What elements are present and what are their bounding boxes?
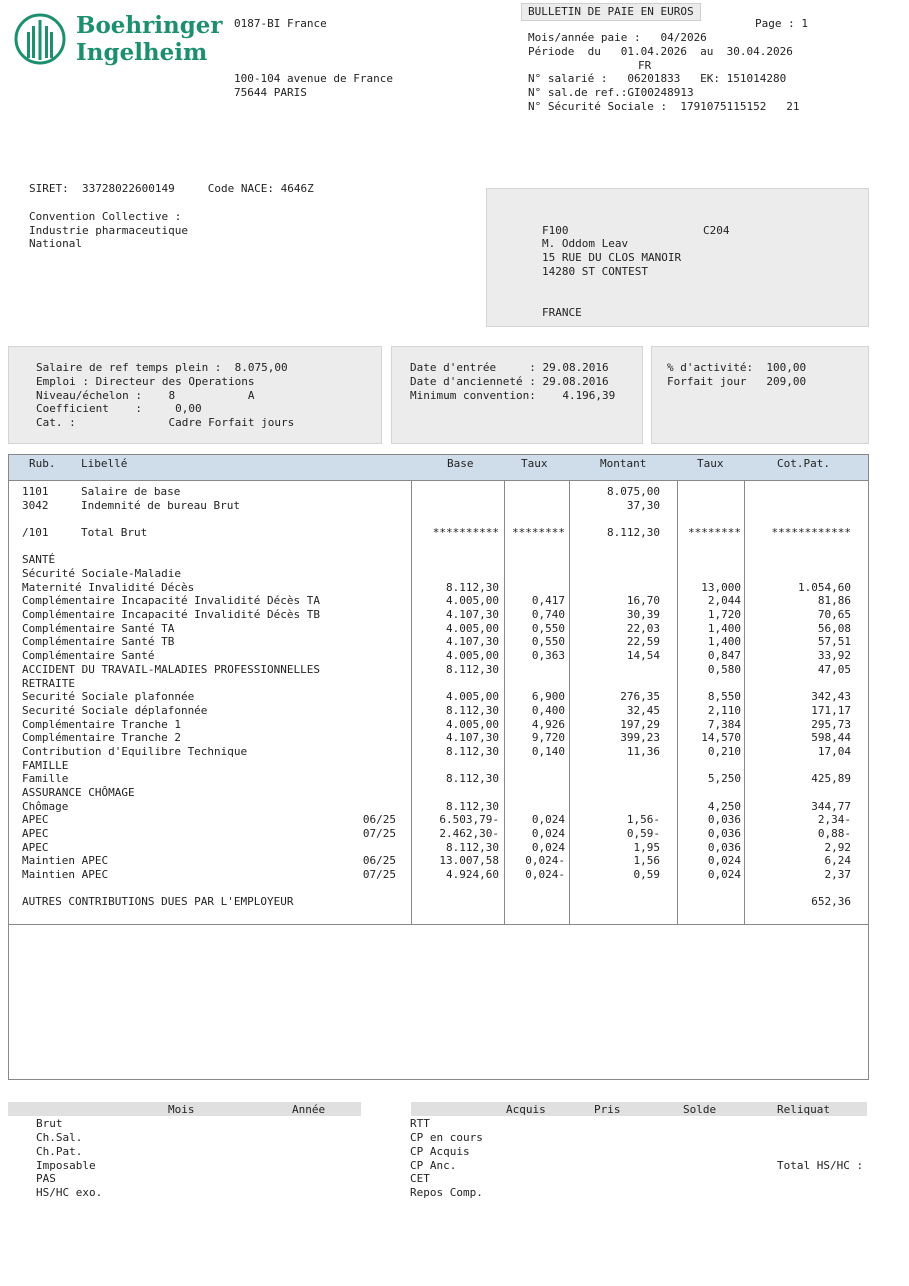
table-cell-label: ASSURANCE CHÔMAGE	[22, 785, 135, 799]
recipient-code1: F100	[542, 224, 569, 237]
table-cell-label: Securité Sociale plafonnée	[22, 690, 195, 704]
table-cell-montant: 14,54	[626, 649, 660, 663]
table-cell-cpat: 652,36	[811, 895, 851, 909]
table-cell-montant: 30,39	[626, 608, 660, 622]
table-cell-cpat: 295,73	[811, 717, 851, 731]
level: Niveau/échelon : 8 A	[36, 389, 255, 402]
coefficient: Coefficient : 0,00	[36, 402, 202, 415]
logo-wordmark-line2: Ingelheim	[76, 39, 208, 66]
table-cell-taux: 9,720	[531, 731, 565, 745]
cumul-label: Ch.Sal.	[36, 1131, 83, 1144]
convention-line3: National	[29, 237, 82, 250]
cumul-label: Imposable	[36, 1159, 96, 1172]
table-cell-cpat: 56,08	[817, 621, 851, 635]
col-header-base: Base	[447, 457, 474, 470]
table-cell-base: 4.005,00	[446, 594, 499, 608]
pay-month: Mois/année paie : 04/2026	[528, 31, 707, 44]
company-logo	[13, 12, 67, 66]
table-cell-cpat: 2,37	[824, 868, 851, 882]
table-cell-montant: 0,59-	[626, 827, 660, 840]
recipient-street: 15 RUE DU CLOS MANOIR	[542, 251, 682, 264]
table-cell-base: 8.112,30	[446, 840, 499, 854]
table-cell-cpat: 1.054,60	[798, 580, 851, 594]
pay-table-header	[9, 455, 868, 481]
recipient-code2: C204	[703, 224, 730, 237]
table-cell-base: 2.462,30-	[439, 827, 499, 840]
table-cell-label: Complémentaire Incapacité Invalidité Décès TA	[22, 594, 321, 608]
table-cell-label: Chômage	[22, 799, 69, 813]
table-cell-tpat: 0,210	[707, 744, 741, 758]
table-cell-tpat: 0,036	[707, 827, 741, 840]
table-cell-tpat: 13,000	[701, 580, 741, 594]
forfait-days: Forfait jour 209,00	[667, 375, 807, 388]
leave-label: Repos Comp.	[410, 1186, 483, 1199]
table-cell-tpat: 0,580	[707, 662, 741, 676]
table-cell-base: 4.107,30	[446, 731, 499, 745]
table-cell-taux: 0,024	[531, 840, 565, 854]
table-cell-label: Indemnité de bureau Brut	[81, 498, 240, 512]
leave-label: RTT	[410, 1117, 430, 1130]
cumul-label: PAS	[36, 1172, 56, 1185]
table-cell-base: 8.112,30	[446, 580, 499, 594]
table-cell-montant: 16,70	[626, 594, 660, 608]
table-cell-montant: 399,23	[620, 731, 660, 745]
table-cell-cpat: 598,44	[811, 731, 851, 745]
table-cell-tpat: 1,720	[707, 608, 741, 622]
table-cell-cpat: 344,77	[811, 799, 851, 813]
leave-label: CET	[410, 1172, 430, 1185]
table-cell-label: RETRAITE	[22, 676, 75, 690]
table-cell-tpat: 1,400	[707, 621, 741, 635]
table-cell-label: FAMILLE	[22, 758, 69, 772]
table-cell-montant: 37,30	[626, 498, 660, 512]
table-cell-taux: 4,926	[531, 717, 565, 731]
salary-ref: Salaire de ref temps plein : 8.075,00	[36, 361, 288, 374]
table-cell-montant: 276,35	[620, 690, 660, 704]
table-cell-label: Securité Sociale déplafonnée	[22, 703, 208, 717]
table-cell-taux: 0,363	[531, 649, 565, 663]
table-cell-taux: 0,140	[531, 744, 565, 758]
table-cell-base: 13.007,58	[439, 854, 499, 868]
cumul-label: Brut	[36, 1117, 63, 1130]
col-header-taux-pat: Taux	[697, 457, 724, 470]
table-cell-montant: 8.112,30	[607, 526, 660, 540]
table-cell-tpat: 0,847	[707, 649, 741, 663]
table-cell-montant: 0,59	[633, 868, 660, 882]
table-cell-base: **********	[432, 526, 499, 540]
table-cell-label: Salaire de base	[81, 485, 181, 498]
leave-label: CP en cours	[410, 1131, 483, 1144]
page-number: Page : 1	[755, 17, 808, 30]
table-cell-label: Sécurité Sociale-Maladie	[22, 567, 181, 581]
table-cell-base: 8.112,30	[446, 744, 499, 758]
table-cell-label: Complémentaire Tranche 1	[22, 717, 181, 731]
table-cell-label: APEC	[22, 840, 49, 854]
table-cell-tpat: 4,250	[707, 799, 741, 813]
recipient-country: FRANCE	[542, 306, 582, 319]
table-cell-base: 4.005,00	[446, 717, 499, 731]
pay-table	[8, 454, 869, 1080]
col-header-montant: Montant	[600, 457, 647, 470]
table-cell-tpat: 0,024	[707, 868, 741, 882]
table-cell-rub: /101	[22, 526, 49, 540]
table-cell-taux: 0,024	[531, 813, 565, 827]
table-cell-montant: 11,36	[626, 744, 660, 758]
table-cell-label: Maintien APEC	[22, 868, 109, 882]
convention-line1: Convention Collective :	[29, 210, 182, 223]
table-cell-label: APEC	[22, 813, 49, 827]
table-cell-tpat: ********	[688, 526, 741, 540]
table-cell-base: 8.112,30	[446, 662, 499, 676]
table-cell-montant: 1,56	[633, 854, 660, 868]
cumul-label: HS/HC exo.	[36, 1186, 103, 1199]
table-cell-base: 4.107,30	[446, 635, 499, 649]
leave-header-acquis: Acquis	[506, 1103, 546, 1116]
table-cell-cpat: 171,17	[811, 703, 851, 717]
entry-date: Date d'entrée : 29.08.2016	[410, 361, 609, 374]
siret-line: SIRET: 33728022600149 Code NACE: 4646Z	[29, 182, 314, 195]
company-address-line1: 100-104 avenue de France	[234, 72, 393, 85]
table-cell-cpat: 425,89	[811, 772, 851, 786]
bulletin-title: BULLETIN DE PAIE EN EUROS	[521, 3, 701, 21]
table-cell-cpat: 33,92	[817, 649, 851, 663]
table-cell-label: Maintien APEC	[22, 854, 109, 868]
job-title: Emploi : Directeur des Operations	[36, 375, 255, 388]
table-cell-label: Complémentaire Tranche 2	[22, 731, 181, 745]
col-header-taux: Taux	[521, 457, 548, 470]
table-cell-tpat: 0,036	[707, 813, 741, 827]
cumul-label: Ch.Pat.	[36, 1145, 83, 1158]
leave-header-reliquat: Reliquat	[777, 1103, 830, 1116]
seniority-date: Date d'ancienneté : 29.08.2016	[410, 375, 609, 388]
table-cell-period: 06/25	[362, 813, 396, 827]
table-cell-label: Complémentaire Santé	[22, 649, 155, 663]
leave-header-pris: Pris	[594, 1103, 621, 1116]
table-cell-taux: 0,417	[531, 594, 565, 608]
table-cell-period: 07/25	[362, 868, 396, 882]
cumul-header-mois: Mois	[168, 1103, 195, 1116]
table-cell-label: Maternité Invalidité Décès	[22, 580, 195, 594]
table-cell-taux: ********	[512, 526, 565, 540]
table-cell-label: Total Brut	[81, 526, 148, 540]
col-header-cot-pat: Cot.Pat.	[777, 457, 830, 470]
table-cell-montant: 1,95	[633, 840, 660, 854]
table-cell-period: 07/25	[362, 827, 396, 840]
table-cell-tpat: 5,250	[707, 772, 741, 786]
recipient-name: M. Oddom Leav	[542, 237, 629, 250]
table-cell-tpat: 2,110	[707, 703, 741, 717]
table-cell-cpat: 81,86	[817, 594, 851, 608]
table-cell-cpat: 2,34-	[817, 813, 851, 827]
table-cell-tpat: 1,400	[707, 635, 741, 649]
table-cell-taux: 0,740	[531, 608, 565, 622]
table-cell-label: Complémentaire Santé TA	[22, 621, 175, 635]
table-cell-cpat: 6,24	[824, 854, 851, 868]
social-security-number: N° Sécurité Sociale : 1791075115152 21	[528, 100, 800, 113]
table-cell-taux: 6,900	[531, 690, 565, 704]
table-cell-taux: 0,400	[531, 703, 565, 717]
table-cell-cpat: 70,65	[817, 608, 851, 622]
table-cell-label: Famille	[22, 772, 69, 786]
reference-number: N° sal.de ref.:GI00248913	[528, 86, 694, 99]
cumul-header-annee: Année	[292, 1103, 326, 1116]
pay-period: Période du 01.04.2026 au 30.04.2026	[528, 45, 793, 58]
table-cell-base: 4.005,00	[446, 690, 499, 704]
total-hs-hc-label: Total HS/HC :	[777, 1159, 864, 1172]
table-cell-cpat: 17,04	[817, 744, 851, 758]
employee-number: N° salarié : 06201833 EK: 151014280	[528, 72, 787, 85]
table-cell-taux: 0,550	[531, 635, 565, 649]
table-cell-base: 8.112,30	[446, 703, 499, 717]
table-cell-base: 8.112,30	[446, 772, 499, 786]
table-cell-tpat: 0,024	[707, 854, 741, 868]
table-cell-montant: 32,45	[626, 703, 660, 717]
table-cell-tpat: 14,570	[701, 731, 741, 745]
leave-label: CP Acquis	[410, 1145, 470, 1158]
table-cell-label: SANTÉ	[22, 553, 56, 567]
table-cell-base: 6.503,79-	[439, 813, 499, 827]
table-cell-cpat: 342,43	[811, 690, 851, 704]
table-cell-cpat: 0,88-	[817, 827, 851, 840]
table-cell-tpat: 2,044	[707, 594, 741, 608]
table-cell-label: ACCIDENT DU TRAVAIL-MALADIES PROFESSIONNELLES	[22, 662, 321, 676]
company-entity: 0187-BI France	[234, 17, 327, 30]
logo-wordmark-line1: Boehringer	[76, 12, 223, 39]
table-cell-taux: 0,024-	[525, 854, 565, 868]
table-cell-base: 4.924,60	[446, 868, 499, 882]
col-header-rub: Rub.	[29, 457, 56, 470]
leave-header-solde: Solde	[683, 1103, 717, 1116]
table-cell-label: Contribution d'Equilibre Technique	[22, 744, 248, 758]
table-cell-cpat: 57,51	[817, 635, 851, 649]
table-cell-rub: 3042	[22, 498, 49, 512]
table-cell-label: Complémentaire Santé TB	[22, 635, 175, 649]
leave-label: CP Anc.	[410, 1159, 457, 1172]
table-cell-rub: 1101	[22, 485, 49, 498]
activity-rate: % d'activité: 100,00	[667, 361, 807, 374]
table-cell-cpat: ************	[771, 526, 851, 540]
table-cell-base: 8.112,30	[446, 799, 499, 813]
table-cell-taux: 0,024-	[525, 868, 565, 882]
table-cell-montant: 22,59	[626, 635, 660, 649]
table-body-bottom	[9, 924, 868, 925]
company-address-line2: 75644 PARIS	[234, 86, 307, 99]
convention-line2: Industrie pharmaceutique	[29, 224, 188, 237]
table-cell-tpat: 0,036	[707, 840, 741, 854]
table-cell-montant: 22,03	[626, 621, 660, 635]
table-cell-tpat: 7,384	[707, 717, 741, 731]
category: Cat. : Cadre Forfait jours	[36, 416, 295, 429]
table-cell-base: 4.005,00	[446, 649, 499, 663]
table-cell-montant: 8.075,00	[607, 485, 660, 498]
table-cell-cpat: 47,05	[817, 662, 851, 676]
table-cell-taux: 0,024	[531, 827, 565, 840]
table-cell-montant: 1,56-	[626, 813, 660, 827]
country-code: FR	[638, 59, 652, 72]
recipient-city: 14280 ST CONTEST	[542, 265, 648, 278]
col-header-libelle: Libellé	[81, 457, 128, 470]
table-cell-taux: 0,550	[531, 621, 565, 635]
minimum-convention: Minimum convention: 4.196,39	[410, 389, 616, 402]
table-cell-label: Complémentaire Incapacité Invalidité Décès TB	[22, 608, 321, 622]
table-cell-base: 4.107,30	[446, 608, 499, 622]
table-cell-label: AUTRES CONTRIBUTIONS DUES PAR L'EMPLOYEUR	[22, 895, 294, 909]
table-cell-tpat: 8,550	[707, 690, 741, 704]
table-cell-base: 4.005,00	[446, 621, 499, 635]
table-cell-montant: 197,29	[620, 717, 660, 731]
table-cell-label: APEC	[22, 827, 49, 840]
table-cell-period: 06/25	[362, 854, 396, 868]
table-cell-cpat: 2,92	[824, 840, 851, 854]
